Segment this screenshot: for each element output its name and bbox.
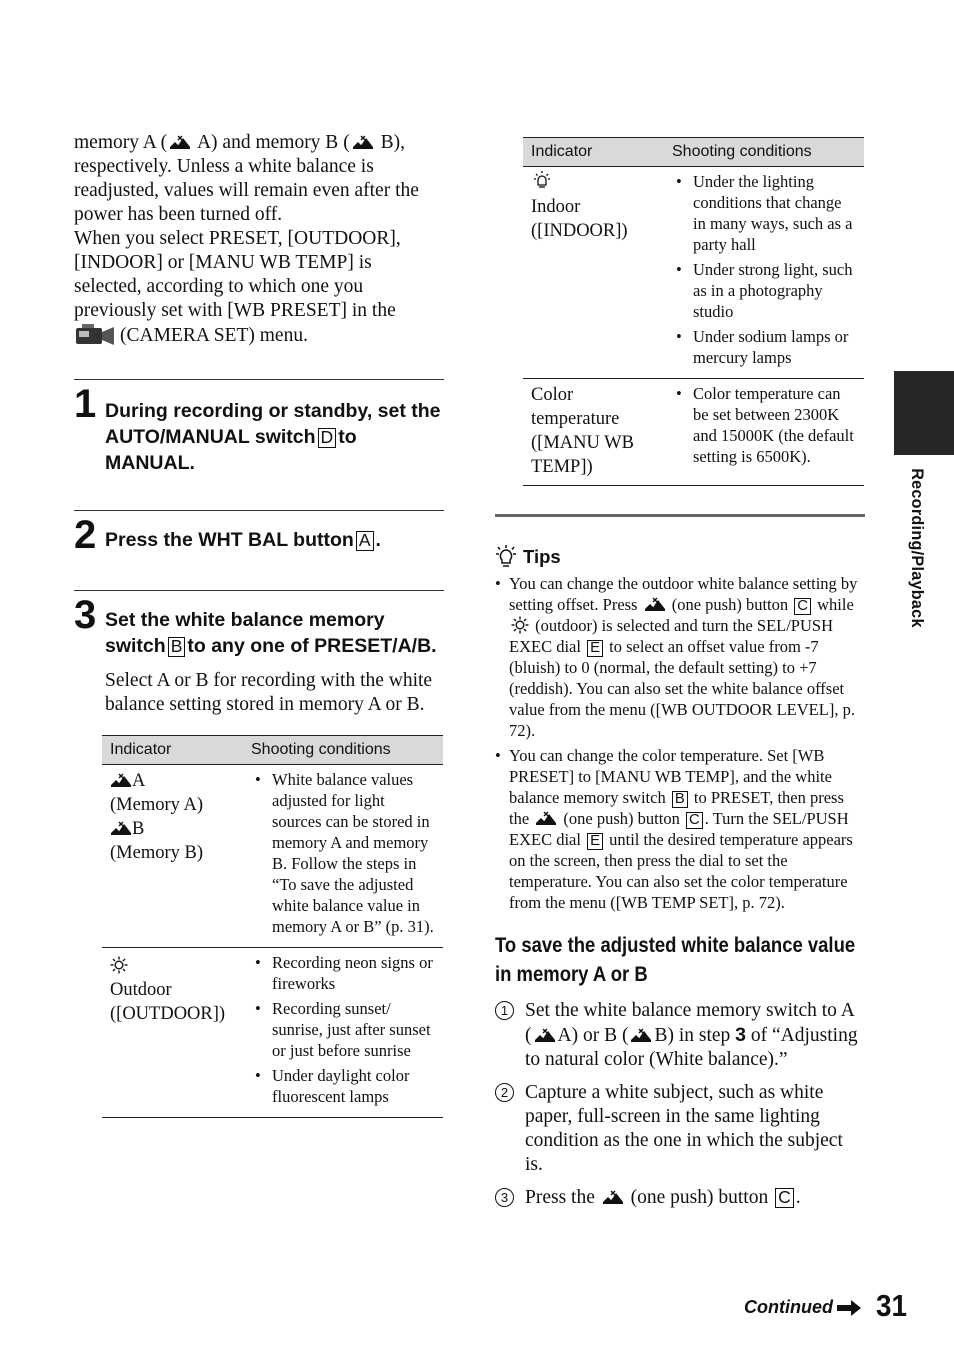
key-label: B <box>168 637 186 657</box>
step-number: 1 <box>495 1001 514 1020</box>
list-item: • Under the lighting conditions that change in many ways, such as a party hall <box>672 171 856 255</box>
list-item: 3 Press the (one push) button C . <box>495 1186 865 1210</box>
indoor-lamp-icon <box>531 171 553 191</box>
table-row <box>523 379 864 486</box>
step-number: 3 <box>495 1188 514 1207</box>
save-steps <box>495 999 865 1210</box>
list-item: • You can change the outdoor white balance setting by setting offset. Press (one push) button C while (outdoor) is selected and turn the SEL/PUSH EXEC dial E to select an offset value from -7 (bluish) to 0 (normal, the default setting) to +7 (reddish). You can also set the white balance offset value from the menu ([WB OUTDOOR LEVEL], p. 72). <box>495 573 865 741</box>
indicator-table-2-wrap <box>523 137 864 486</box>
step-3 <box>74 590 444 717</box>
intro-paragraph-2: When you select PRESET, [OUTDOOR], [INDOOR] or [MANU WB TEMP] is selected, according to which one you previously set with [WB PRESET] in the (CAMERA SET) menu. <box>74 228 401 346</box>
side-tab-marker <box>894 371 954 455</box>
conditions-cell <box>664 379 864 486</box>
indicator-table-1 <box>102 735 443 1118</box>
key-label: C <box>686 812 703 829</box>
list-item: • Recording neon signs or fireworks <box>251 952 435 994</box>
intro-paragraph: memory A ( A) and memory B ( B), respectively. Unless a white balance is readjusted, values will remain even after the power has been turned off. <box>74 132 419 225</box>
col-indicator: Indicator <box>102 736 243 765</box>
key-label: C <box>775 1188 794 1208</box>
tip-lightbulb-icon <box>495 545 517 569</box>
right-column <box>495 137 865 1219</box>
one-push-wb-icon <box>169 134 191 150</box>
col-indicator: Indicator <box>523 138 664 167</box>
indicator-cell: Outdoor ([OUTDOOR]) <box>102 948 243 1118</box>
page-number: 31 <box>876 1288 908 1323</box>
col-conditions: Shooting conditions <box>664 138 864 167</box>
step-title: Set the white balance memory switch B to any one of PRESET/A/B. <box>105 609 437 657</box>
key-label: B <box>672 791 688 808</box>
indicator-cell: Color temperature ([MANU WB TEMP]) <box>523 379 664 486</box>
list-item: • White balance values adjusted for light sources can be stored in memory A and memory B. Follow the steps in “To save the adjusted white balance value in memory A or B” (p. 31). <box>251 769 435 937</box>
list-item: • Recording sunset/ sunrise, just after sunset or just before sunrise <box>251 998 435 1061</box>
key-label: A <box>356 531 374 551</box>
arrow-right-icon <box>837 1300 861 1316</box>
table-row <box>102 765 443 948</box>
camera-set-icon <box>74 323 116 347</box>
step-number: 1 <box>74 382 97 426</box>
side-tab-label: Recording/Playback <box>908 468 927 628</box>
indicator-table-1-wrap <box>102 735 443 1118</box>
one-push-wb-icon <box>110 772 132 788</box>
step-number: 2 <box>495 1083 514 1102</box>
continued-label: Continued <box>744 1297 861 1318</box>
step-title: During recording or standby, set the AUTO/MANUAL switch D to MANUAL. <box>105 400 441 474</box>
indicator-cell: Indoor ([INDOOR]) <box>523 167 664 379</box>
key-label: E <box>587 640 603 657</box>
key-label: C <box>794 598 811 615</box>
list-item: • Under strong light, such as in a photography studio <box>672 259 856 322</box>
step-body: Select A or B for recording with the white balance setting stored in memory A or B. <box>105 670 433 715</box>
one-push-wb-icon <box>644 596 666 612</box>
key-label: E <box>587 833 603 850</box>
key-label: D <box>318 428 337 448</box>
sun-icon <box>511 616 529 634</box>
list-item: • Color temperature can be set between 2300K and 15000K (the default setting is 6500K). <box>672 383 856 467</box>
list-item: 2 Capture a white subject, such as white paper, full-screen in the same lighting condition as the one in which the subject is. <box>495 1081 865 1177</box>
step-number: 3 <box>74 593 97 637</box>
list-item: • Under daylight color fluorescent lamps <box>251 1065 435 1107</box>
one-push-wb-icon <box>535 810 557 826</box>
one-push-wb-icon <box>534 1027 556 1043</box>
col-conditions: Shooting conditions <box>243 736 443 765</box>
conditions-cell <box>664 167 864 379</box>
step-number: 2 <box>74 513 97 557</box>
table-row <box>523 167 864 379</box>
indicator-cell: A (Memory A) B (Memory B) <box>102 765 243 948</box>
tips-list <box>495 573 865 913</box>
conditions-cell <box>243 948 443 1118</box>
one-push-wb-icon <box>352 134 374 150</box>
conditions-cell <box>243 765 443 948</box>
one-push-wb-icon <box>630 1027 652 1043</box>
left-column <box>74 131 444 1118</box>
step-2 <box>74 510 444 590</box>
section-heading: To save the adjusted white balance value in memory A or B <box>495 934 856 986</box>
indicator-table-2 <box>523 137 864 486</box>
list-item: • You can change the color temperature. Set [WB PRESET] to [MANU WB TEMP], and the white balance memory switch B to PRESET, then press the (one push) button C . Turn the SEL/PUSH EXEC dial E until the desired temperature appears on the screen, then press the dial to set the temperature. You can also set the color temperature from the menu ([WB TEMP SET], p. 72). <box>495 745 865 913</box>
one-push-wb-icon <box>602 1189 624 1205</box>
step-title: Press the WHT BAL button A . <box>105 529 381 551</box>
tips-section <box>495 514 865 913</box>
table-row <box>102 948 443 1118</box>
list-item: 1 Set the white balance memory switch to A ( A) or B ( B) in step 3 of “Adjusting to natural color (White balance).” <box>495 999 865 1072</box>
list-item: • Under sodium lamps or mercury lamps <box>672 326 856 368</box>
step-1 <box>74 379 444 510</box>
tips-heading: Tips <box>495 545 865 569</box>
one-push-wb-icon <box>110 820 132 836</box>
sun-icon <box>110 956 128 974</box>
